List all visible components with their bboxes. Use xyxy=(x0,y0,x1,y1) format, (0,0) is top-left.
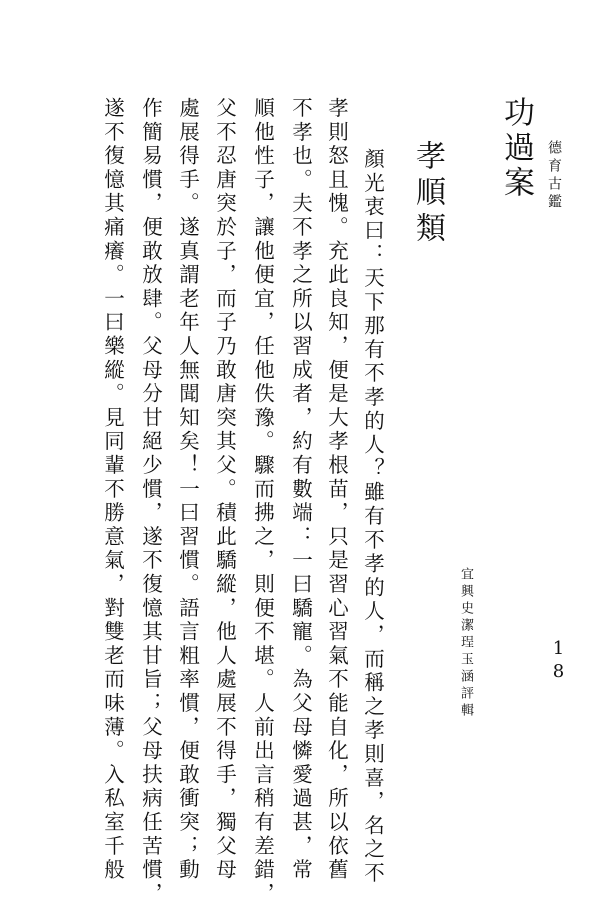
author-credit: 宜興史潔珵玉涵評輯 xyxy=(458,567,473,720)
body-column-8: 遂不復憶其痛癢。一曰樂縱。見同輩不勝意氣，對雙老而味薄。入私室千般 xyxy=(100,97,125,883)
body-column-2: 孝則怒且愧。充此良知，便是大孝根苗，只是習心習氣不能自化，所以依舊 xyxy=(324,97,349,883)
body-column-3: 不孝也。夫不孝之所以習成者，約有數端：一曰驕寵。為父母憐愛過甚，常 xyxy=(288,97,313,883)
header-label: 德育古鑑 xyxy=(546,140,562,212)
body-column-4: 順他性子，讓他便宜，任他佚豫。驟而拂之，則便不堪。人前出言稍有差錯， xyxy=(250,97,275,906)
body-column-6: 處展得手。遂真謂老年人無聞知矣！一曰習慣。語言粗率慣，便敢衝突；動 xyxy=(175,97,200,883)
section-title: 孝順類 xyxy=(410,140,445,248)
page-number: 18 xyxy=(548,638,569,684)
body-column-1: 顏光衷曰：天下那有不孝的人？雖有不孝的人，而稱之孝則喜，名之不 xyxy=(360,148,385,886)
body-column-5: 父不忍唐突於子，而子乃敢唐突其父。積此驕縱，他人處展不得手，獨父母 xyxy=(212,97,237,883)
body-column-7: 作簡易慣，便敢放肆。父母分甘絕少慣，遂不復憶其甘旨；父母扶病任苦慣， xyxy=(138,97,163,906)
book-title: 功過案 xyxy=(498,96,534,201)
